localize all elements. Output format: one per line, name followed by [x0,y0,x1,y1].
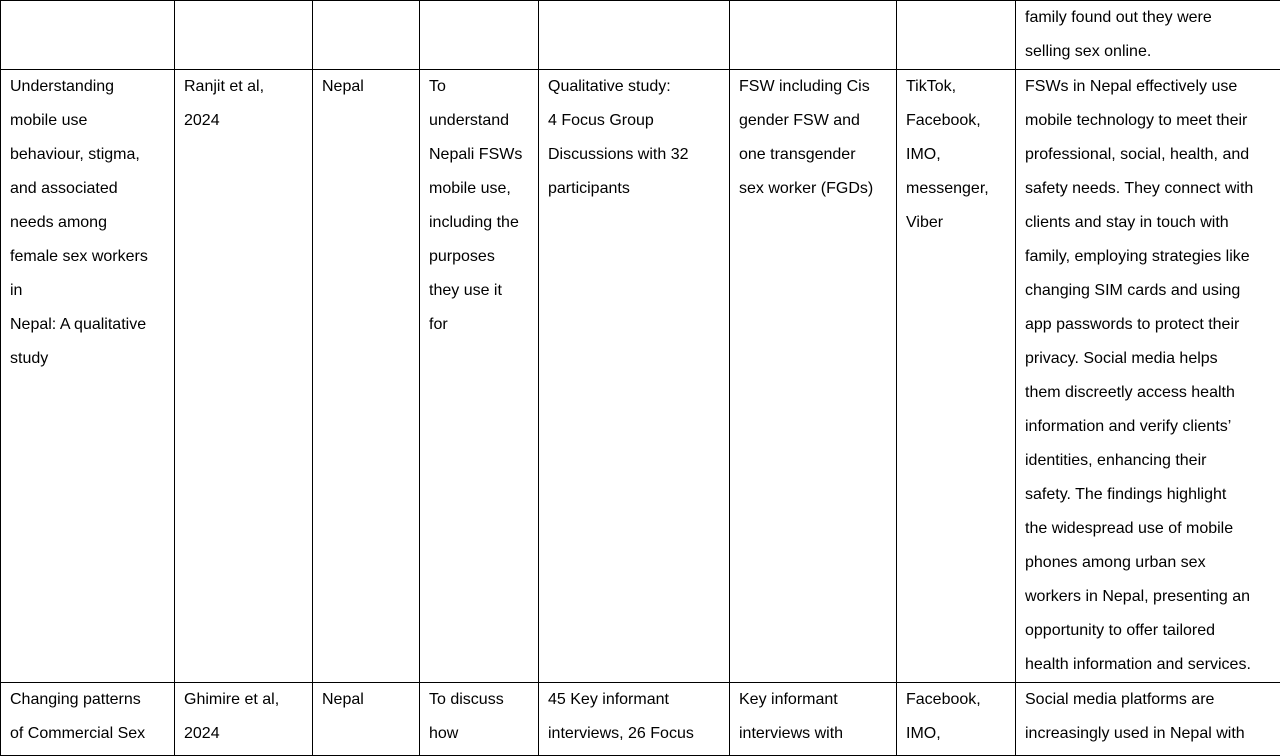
cell-findings: FSWs in Nepal effectively use mobile technology to meet their professional, social, health, and safety needs. They connect with clients and stay in touch with family, employing strategies like changing SIM cards and using app passwords to protect their privacy. Social media helps them discreetly access health information and verify clients’ identities, enhancing their safety. The findings highlight the widespread use of mobile phones among urban sex workers in Nepal, presenting an opportunity to offer tailored health information and services. [1016,70,1280,683]
cell-country [313,1,420,70]
cell-design [539,1,730,70]
cell-author: Ghimire et al, 2024 [175,683,313,756]
cell-design: 45 Key informant interviews, 26 Focus [539,683,730,756]
cell-population: FSW including Cis gender FSW and one transgender sex worker (FGDs) [730,70,897,683]
cell-country: Nepal [313,70,420,683]
table-row [1,683,1280,756]
cell-country: Nepal [313,683,420,756]
cell-population [730,1,897,70]
cell-design: Qualitative study: 4 Focus Group Discussions with 32 participants [539,70,730,683]
cell-author [175,1,313,70]
cell-author: Ranjit et al, 2024 [175,70,313,683]
cell-title [1,1,175,70]
cell-population: Key informant interviews with [730,683,897,756]
cell-platforms [897,1,1016,70]
cell-aim [420,1,539,70]
table-row [1,1,1280,70]
cell-platforms: TikTok, Facebook, IMO, messenger, Viber [897,70,1016,683]
cell-findings: family found out they were selling sex online. [1016,1,1280,70]
cell-title: Understanding mobile use behaviour, stigma, and associated needs among female sex workers in Nepal: A qualitative study [1,70,175,683]
cell-aim: To understand Nepali FSWs mobile use, including the purposes they use it for [420,70,539,683]
cell-platforms: Facebook, IMO, [897,683,1016,756]
table-row [1,70,1280,683]
cell-findings: Social media platforms are increasingly used in Nepal with [1016,683,1280,756]
cell-title: Changing patterns of Commercial Sex [1,683,175,756]
cell-aim: To discuss how [420,683,539,756]
